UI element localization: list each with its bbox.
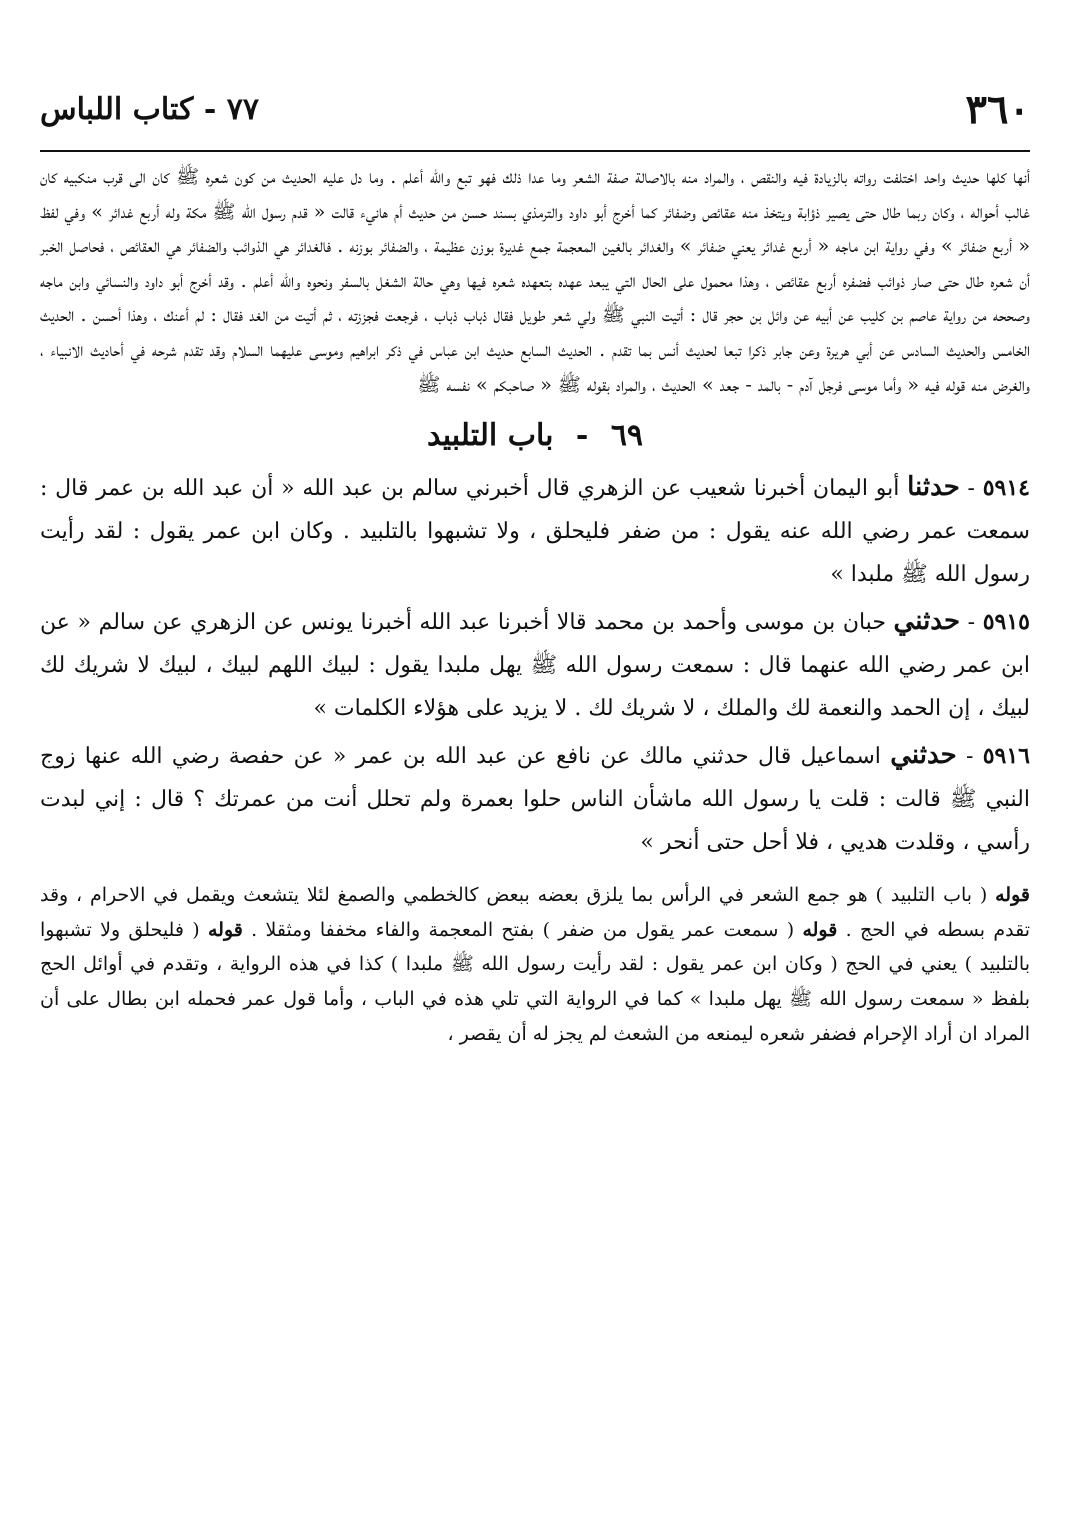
hadith-dash: - [967,610,976,636]
commentary-keyword: قوله [207,918,243,941]
hadith-5914 [40,466,1030,596]
chapter-number: ٦٩ [610,418,644,454]
chapter-title: باب التلبيد [426,418,554,454]
commentary-text: ( سمعت عمر يقول من ضفر ) بفتح المعجمة والفاء مخففا ومثقلا . [251,918,795,941]
hadith-5915 [40,600,1030,730]
hadith-5916 [40,734,1030,864]
running-title: ٧٧ - كتاب اللباس [40,92,259,127]
commentary-keyword: قوله [802,918,838,941]
hadith-dash: - [967,476,975,502]
commentary-text: ( فليحلق ولا تشبهوا بالتلبيد ) يعني في الحج ( وكان ابن عمر يقول : لقد رأيت رسول الله ﷺ ملبدا ) كذا في هذه الرواية ، وتقدم في أوائل الحج بلفظ « سمعت رسول الله ﷺ يهل ملبدا » كما في الرواية التي تلي هذه في الباب ، وأما قول عمر فحمله ابن بطال على أن المراد ان أراد الإحرام فضفر شعره ليمنعه من الشعث لم يجز له أن يقصر ، [40,918,1030,1045]
hadith-text: أبو اليمان أخبرنا شعيب عن الزهري قال أخبرني سالم بن عبد الله « أن عبد الله بن عمر قال : سمعت عمر رضي الله عنه يقول : من ضفر فليحلق ، ولا تشبهوا بالتلبيد . وكان ابن عمر يقول : لقد رأيت رسول الله ﷺ ملبدا » [40,476,1030,588]
hadith-number: ٥٩١٥ [982,609,1030,636]
commentary-bottom [40,878,1030,1051]
commentary-top: أنها كلها حديث واحد اختلفت رواته بالزيادة فيه والنقص ، والمراد منه بالاصالة صفة الشعر وما عدا ذلك فهو تبع والله أعلم . وما دل عليه الحديث من كون شعره ﷺ كان الى قرب منكبيه كان غالب أحواله ، وكان ربما طال حتى يصير ذؤابة ويتخذ منه عقائص وضفائر كما أخرج أبو داود والترمذي بسند حسن من حديث أم هانيء قالت « قدم رسول الله ﷺ مكة وله أربع غدائر » وفي لفظ « أربع ضفائر » وفي رواية ابن ماجه « أربع غدائر يعني ضفائر » والغدائر بالغين المعجمة جمع غديرة بوزن عظيمة ، والضفائر بوزنه . فالغدائر هي الذوائب والضفائر هي العقائص ، فحاصل الخبر أن شعره طال حتى صار ذوائب فضفره أربع عقائص ، وهذا محمول على الحال التي يبعد عهده بتعهده شعره فيها وهي حالة الشغل بالسفر ونحوه والله أعلم . وقد أخرج أبو داود والنسائي وابن ماجه وصححه من رواية عاصم بن كليب عن أبيه عن وائل بن حجر قال : أتيت النبي ﷺ ولي شعر طويل فقال ذباب ذباب ، فرجعت فجززته ، ثم أتيت من الغد فقال : لم أعنك ، وهذا أحسن . الحديث الخامس والحديث السادس عن أبي هريرة وعن جابر ذكرا تبعا لحديث أنس بما تقدم . الحديث السابع حديث ابن عباس في ذكر ابراهيم وموسى عليهما السلام وقد تقدم شرحه في أحاديث الانبياء ، والغرض منه قوله فيه « وأما موسى فرجل آدم - بالمد - جعد » الحديث ، والمراد بقوله ﷺ « صاحبكم » نفسه ﷺ [40,166,1030,396]
page-header [40,84,1030,136]
spacer [40,868,1030,878]
commentary-text: ( باب التلبيد ) هو جمع الشعر في الرأس بما يلزق بعضه ببعض كالخطمي والصمغ لئلا يتشعث ويقمل في الاحرام ، وقد تقدم بسطه في الحج . [40,884,1031,941]
page-body [40,160,1030,1051]
hadith-text: اسماعيل قال حدثني مالك عن نافع عن عبد الله بن عمر « عن حفصة رضي الله عنها زوج النبي ﷺ قالت : قلت يا رسول الله ماشأن الناس حلوا بعمرة ولم تحلل أنت من عمرتك ؟ قال : إني لبدت رأسي ، وقلدت هديي ، فلا أحل حتى أنحر » [40,744,1030,856]
hadith-text: حبان بن موسى وأحمد بن محمد قالا أخبرنا عبد الله أخبرنا يونس عن الزهري عن سالم « عن ابن عمر رضي الله عنهما قال : سمعت رسول الله ﷺ يهل ملبدا يقول : لبيك اللهم لبيك ، لبيك لا شريك لك لبيك ، إن الحمد والنعمة لك والملك ، لا شريك لك . لا يزيد على هؤلاء الكلمات » [40,610,1030,722]
hadith-lead: حدثني [890,740,957,771]
header-rule [40,150,1030,152]
commentary-keyword: قوله [995,884,1030,907]
hadith-lead: حدثنا [907,472,960,503]
hadith-lead: حدثني [893,606,961,637]
hadith-dash: - [966,744,974,770]
hadith-number: ٥٩١٤ [982,475,1030,502]
chapter-heading [40,416,1030,456]
hadith-number: ٥٩١٦ [982,743,1030,770]
page-number: ٣٦٠ [965,86,1030,133]
chapter-dash: - [575,418,589,454]
